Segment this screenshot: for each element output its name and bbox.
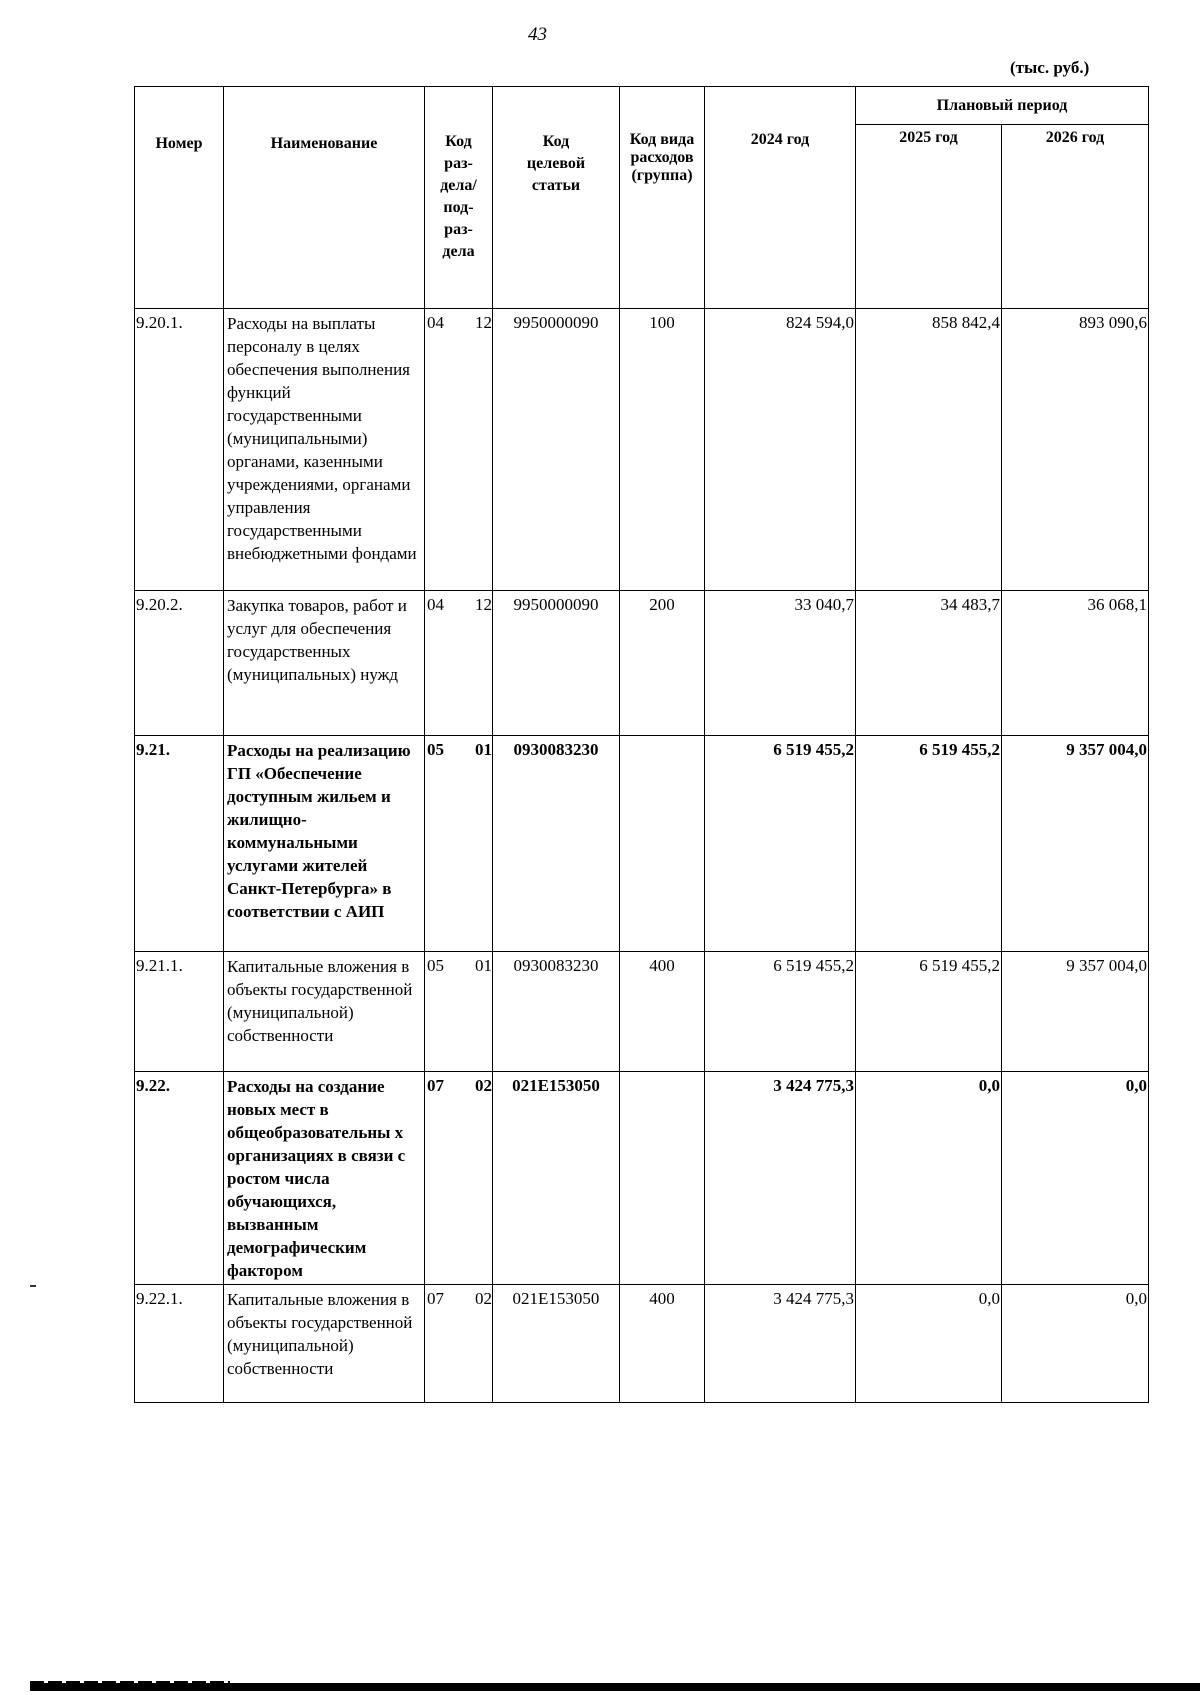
units-label: (тыс. руб.) [1010, 58, 1090, 77]
row-celevaya: 021E153050 [493, 1072, 620, 1285]
row-number: 9.20.1. [135, 309, 224, 591]
row-vid: 100 [620, 309, 705, 591]
table-row [135, 736, 1149, 952]
header-vid: Код вида расходов (группа) [620, 87, 705, 309]
row-name: Расходы на выплаты персоналу в целях обеспечения выполнения функций государственными (муниципальными) органами, казенными учреждениями, органами управления государственными внебюджетными фондами [224, 309, 425, 591]
row-razdel: 05 01 [425, 952, 493, 1072]
row-2024: 3 424 775,3 [705, 1285, 856, 1403]
header-planned-period: Плановый период [856, 87, 1149, 125]
row-2026: 36 068,1 [1002, 591, 1149, 736]
row-2026: 893 090,6 [1002, 309, 1149, 591]
row-number: 9.22. [135, 1072, 224, 1285]
row-number: 9.22.1. [135, 1285, 224, 1403]
row-2025: 6 519 455,2 [856, 952, 1002, 1072]
row-2025: 34 483,7 [856, 591, 1002, 736]
row-name: Капитальные вложения в объекты государственной (муниципальной) собственности [224, 952, 425, 1072]
row-celevaya: 0930083230 [493, 952, 620, 1072]
row-razdel: 07 02 [425, 1072, 493, 1285]
row-2026: 9 357 004,0 [1002, 736, 1149, 952]
row-celevaya: 9950000090 [493, 309, 620, 591]
header-name: Наименование [224, 87, 425, 309]
row-name: Расходы на создание новых мест в общеобразовательны х организациях в связи с ростом числа обучающихся, вызванным демографическим фактором [224, 1072, 425, 1285]
row-razdel: 07 02 [425, 1285, 493, 1403]
table-row [135, 591, 1149, 736]
row-celevaya: 021E153050 [493, 1285, 620, 1403]
row-2026: 9 357 004,0 [1002, 952, 1149, 1072]
header-year-2025: 2025 год [856, 125, 1002, 309]
row-vid: 200 [620, 591, 705, 736]
row-razdel: 04 12 [425, 591, 493, 736]
budget-table [134, 86, 1149, 1403]
row-name: Капитальные вложения в объекты государственной (муниципальной) собственности [224, 1285, 425, 1403]
table-row [135, 952, 1149, 1072]
row-razdel: 04 12 [425, 309, 493, 591]
page-number: 43 [528, 24, 547, 45]
table-header-row [135, 87, 1149, 125]
scan-bottom-edge [30, 1683, 1200, 1691]
header-year-2024: 2024 год [705, 87, 856, 309]
table-row [135, 309, 1149, 591]
header-razdel: Код раз- дела/ под- раз- дела [425, 87, 493, 309]
row-number: 9.21.1. [135, 952, 224, 1072]
row-2024: 33 040,7 [705, 591, 856, 736]
header-year-2026: 2026 год [1002, 125, 1149, 309]
row-vid: 400 [620, 1285, 705, 1403]
row-celevaya: 0930083230 [493, 736, 620, 952]
header-number: Номер [135, 87, 224, 309]
row-vid: 400 [620, 952, 705, 1072]
row-2026: 0,0 [1002, 1285, 1149, 1403]
row-2024: 3 424 775,3 [705, 1072, 856, 1285]
row-razdel: 05 01 [425, 736, 493, 952]
row-vid [620, 736, 705, 952]
row-2025: 858 842,4 [856, 309, 1002, 591]
row-2026: 0,0 [1002, 1072, 1149, 1285]
row-celevaya: 9950000090 [493, 591, 620, 736]
row-2025: 0,0 [856, 1285, 1002, 1403]
row-2025: 6 519 455,2 [856, 736, 1002, 952]
header-celevaya: Код целевой статьи [493, 87, 620, 309]
row-name: Закупка товаров, работ и услуг для обеспечения государственных (муниципальных) нужд [224, 591, 425, 736]
row-2024: 6 519 455,2 [705, 736, 856, 952]
row-number: 9.20.2. [135, 591, 224, 736]
row-number: 9.21. [135, 736, 224, 952]
row-name: Расходы на реализацию ГП «Обеспечение доступным жильем и жилищно-коммунальными услугами жителей Санкт-Петербурга» в соответствии с АИП [224, 736, 425, 952]
margin-mark [30, 1285, 36, 1287]
table-row [135, 1285, 1149, 1403]
table-row [135, 1072, 1149, 1285]
row-2024: 824 594,0 [705, 309, 856, 591]
row-2025: 0,0 [856, 1072, 1002, 1285]
row-2024: 6 519 455,2 [705, 952, 856, 1072]
row-vid [620, 1072, 705, 1285]
